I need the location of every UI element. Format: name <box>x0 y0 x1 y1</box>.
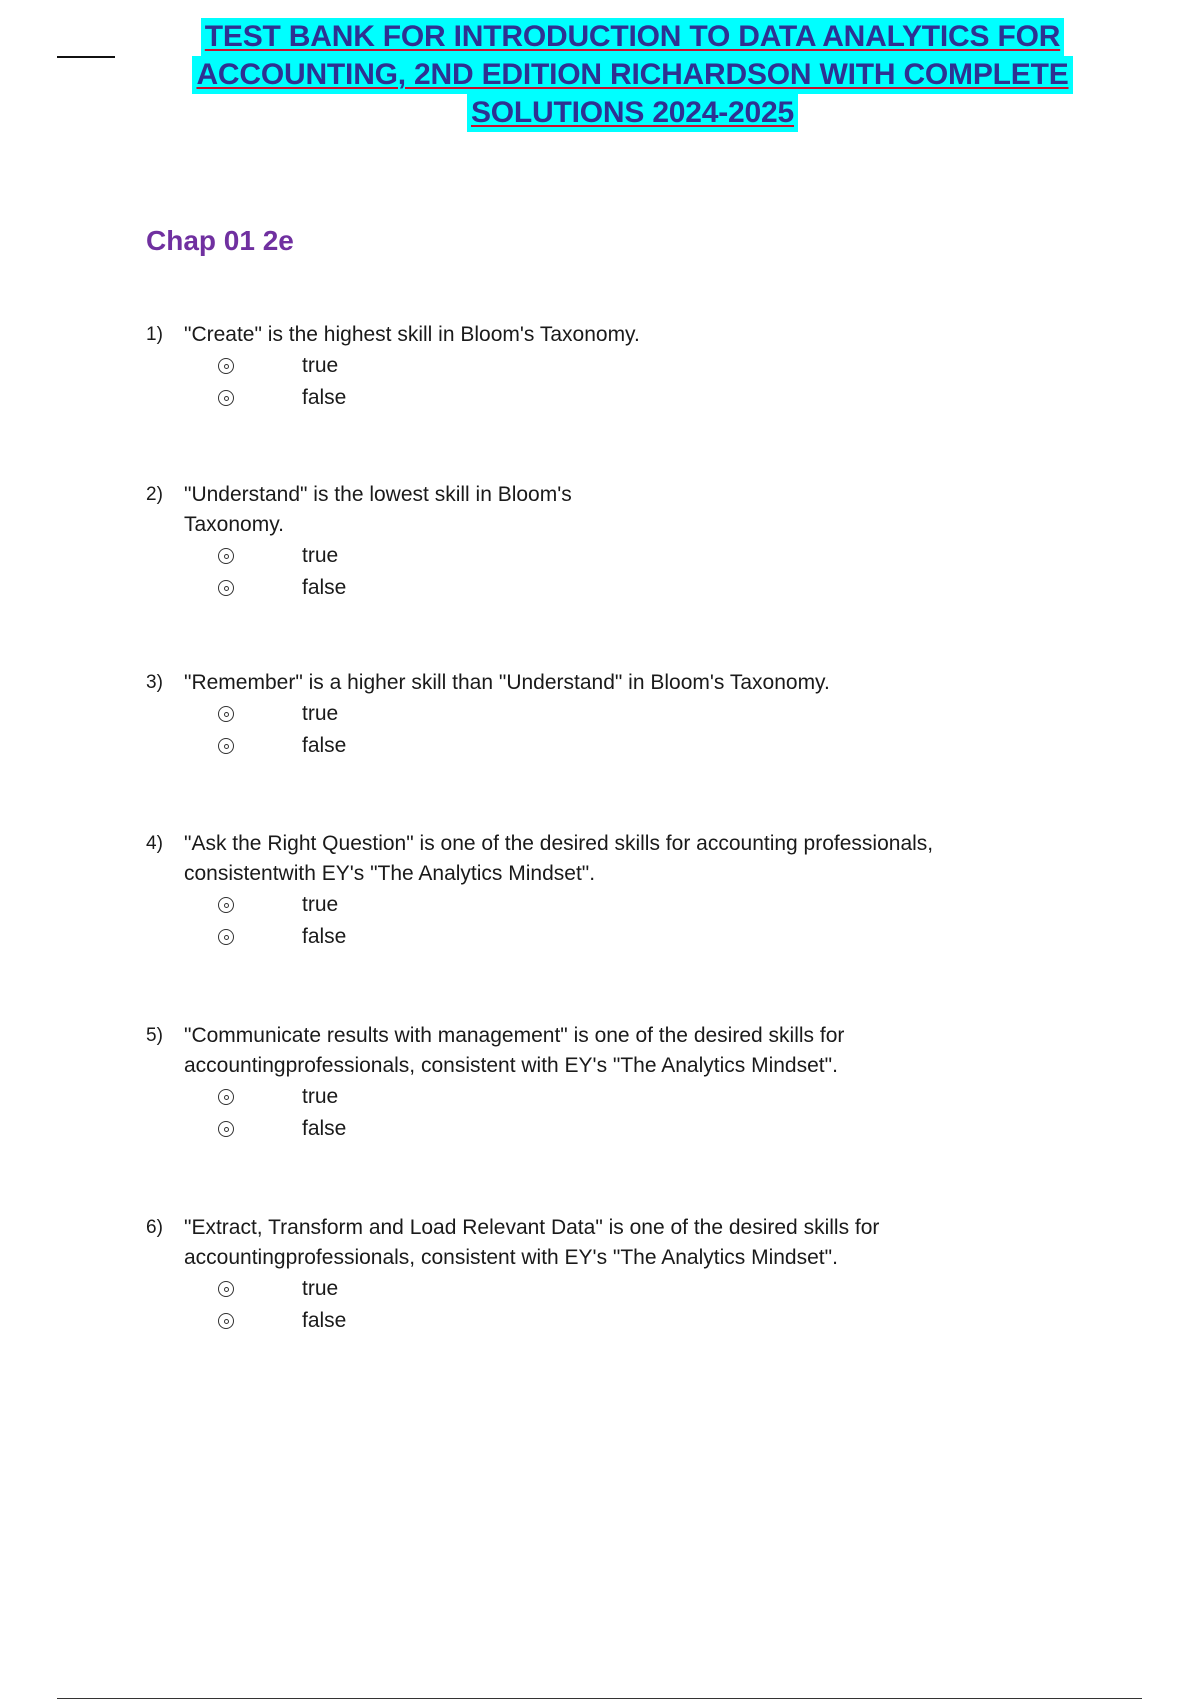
radio-button-icon[interactable] <box>218 548 234 564</box>
radio-button-icon[interactable] <box>218 358 234 374</box>
question-number: 5) <box>146 1025 163 1046</box>
title-line-1: TEST BANK FOR INTRODUCTION TO DATA ANALYTICS FOR <box>201 18 1064 56</box>
option-true[interactable] <box>218 350 1046 382</box>
radio-button-icon[interactable] <box>218 1089 234 1105</box>
question-number: 4) <box>146 833 163 854</box>
option-label: true <box>302 1085 339 1108</box>
radio-button-icon[interactable] <box>218 706 234 722</box>
option-false[interactable] <box>218 921 1046 953</box>
option-label: false <box>302 734 347 757</box>
question-number: 3) <box>146 672 163 693</box>
question-text: "Create" is the highest skill in Bloom's Taxonomy. <box>184 323 640 346</box>
question-number: 1) <box>146 324 163 345</box>
question-text: "Communicate results with management" is one of the desired skills for accountingprofessionals, consistent with EY's "The Analytics Mindset". <box>184 1024 845 1077</box>
bottom-rule <box>57 1698 1142 1699</box>
option-label: true <box>302 1277 339 1300</box>
option-false[interactable] <box>218 1305 1046 1337</box>
title-line-2: ACCOUNTING, 2ND EDITION RICHARDSON WITH COMPLETE <box>192 56 1072 94</box>
radio-button-icon[interactable] <box>218 390 234 406</box>
option-true[interactable] <box>218 889 1046 921</box>
option-label: true <box>302 354 339 377</box>
option-true[interactable] <box>218 1081 1046 1113</box>
radio-button-icon[interactable] <box>218 897 234 913</box>
question-text: "Extract, Transform and Load Relevant Data" is one of the desired skills for accountingprofessionals, consistent with EY's "The Analytics Mindset". <box>184 1216 880 1269</box>
question-3 <box>146 668 1046 762</box>
question-2 <box>146 480 1046 604</box>
radio-button-icon[interactable] <box>218 1121 234 1137</box>
question-text: "Remember" is a higher skill than "Understand" in Bloom's Taxonomy. <box>184 671 830 694</box>
option-label: false <box>302 386 347 409</box>
option-true[interactable] <box>218 698 1046 730</box>
title-line-3: SOLUTIONS 2024-2025 <box>467 94 798 132</box>
question-5 <box>146 1021 1046 1145</box>
radio-button-icon[interactable] <box>218 1281 234 1297</box>
radio-button-icon[interactable] <box>218 738 234 754</box>
question-text: "Understand" is the lowest skill in Bloom's Taxonomy. <box>184 483 572 536</box>
option-label: true <box>302 702 339 725</box>
option-false[interactable] <box>218 730 1046 762</box>
option-true[interactable] <box>218 1273 1046 1305</box>
question-1 <box>146 320 1046 414</box>
document-title <box>100 18 1165 132</box>
option-label: false <box>302 925 347 948</box>
option-label: false <box>302 1309 347 1332</box>
question-number: 2) <box>146 484 163 505</box>
radio-button-icon[interactable] <box>218 1313 234 1329</box>
option-false[interactable] <box>218 572 1046 604</box>
option-false[interactable] <box>218 1113 1046 1145</box>
question-6 <box>146 1213 1046 1337</box>
radio-button-icon[interactable] <box>218 929 234 945</box>
question-text: "Ask the Right Question" is one of the desired skills for accounting professionals, consistentwith EY's "The Analytics Mindset". <box>184 832 934 885</box>
option-true[interactable] <box>218 540 1046 572</box>
option-label: true <box>302 544 339 567</box>
radio-button-icon[interactable] <box>218 580 234 596</box>
option-label: true <box>302 893 339 916</box>
option-false[interactable] <box>218 382 1046 414</box>
option-label: false <box>302 1117 347 1140</box>
option-label: false <box>302 576 347 599</box>
question-number: 6) <box>146 1217 163 1238</box>
chapter-heading: Chap 01 2e <box>146 225 294 256</box>
question-4 <box>146 829 1046 953</box>
